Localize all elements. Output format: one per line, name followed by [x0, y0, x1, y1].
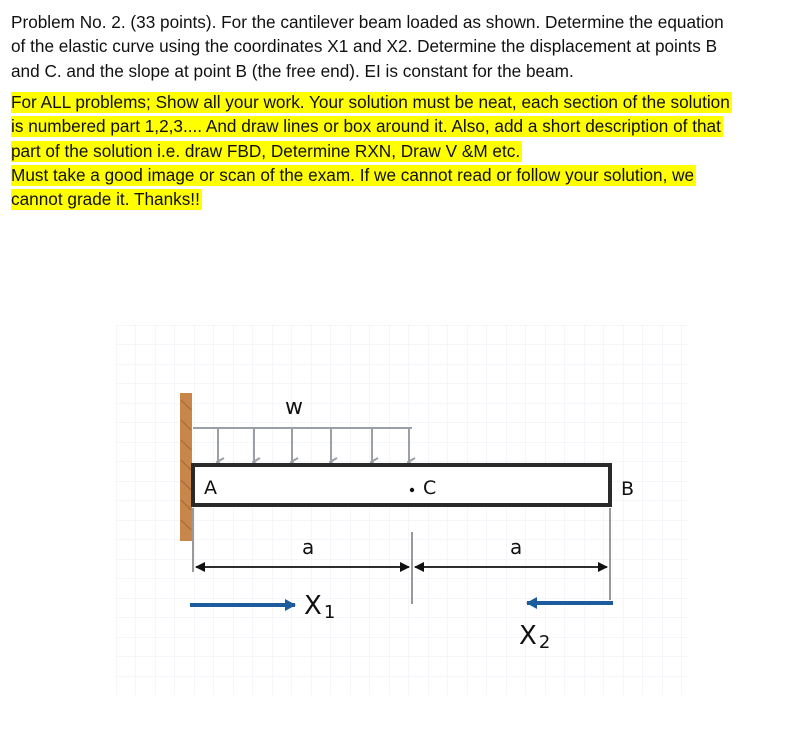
point-c-label: C [423, 477, 437, 499]
span-left-label: a [302, 535, 315, 559]
coordinate-x2-label: X 2 [519, 621, 551, 653]
load-label-w: w [285, 395, 303, 420]
problem-line-2: of the elastic curve using the coordinates X1 and X2. Determine the displacement at points B [11, 36, 718, 57]
note-line-1: Must take a good image or scan of the exam. If we cannot read or follow your solution, we [11, 165, 695, 185]
span-right-label: a [510, 535, 523, 559]
beam [193, 465, 610, 505]
point-a-label: A [204, 477, 217, 499]
instruction-line-3: part of the solution i.e. draw FBD, Determine RXN, Draw V &M etc. [11, 140, 521, 161]
instruction-line-1: For ALL problems; Show all your work. Your solution must be neat, each section of the solution [11, 92, 730, 112]
note-line-2: cannot grade it. Thanks!! [11, 189, 200, 210]
grid-background [116, 325, 688, 695]
coordinate-x1-label: X 1 [304, 591, 336, 623]
fixed-support-wall [180, 393, 192, 541]
instruction-line-2: is numbered part 1,2,3.... And draw lines or box around it. Also, add a short description of that [11, 116, 721, 137]
problem-line-3: and C. and the slope at point B (the free end). EI is constant for the beam. [11, 60, 574, 81]
problem-line-1: Problem No. 2. (33 points). For the cantilever beam loaded as shown. Determine the equation [11, 12, 724, 32]
point-b-label: B [621, 478, 635, 500]
point-c-marker [410, 488, 414, 492]
